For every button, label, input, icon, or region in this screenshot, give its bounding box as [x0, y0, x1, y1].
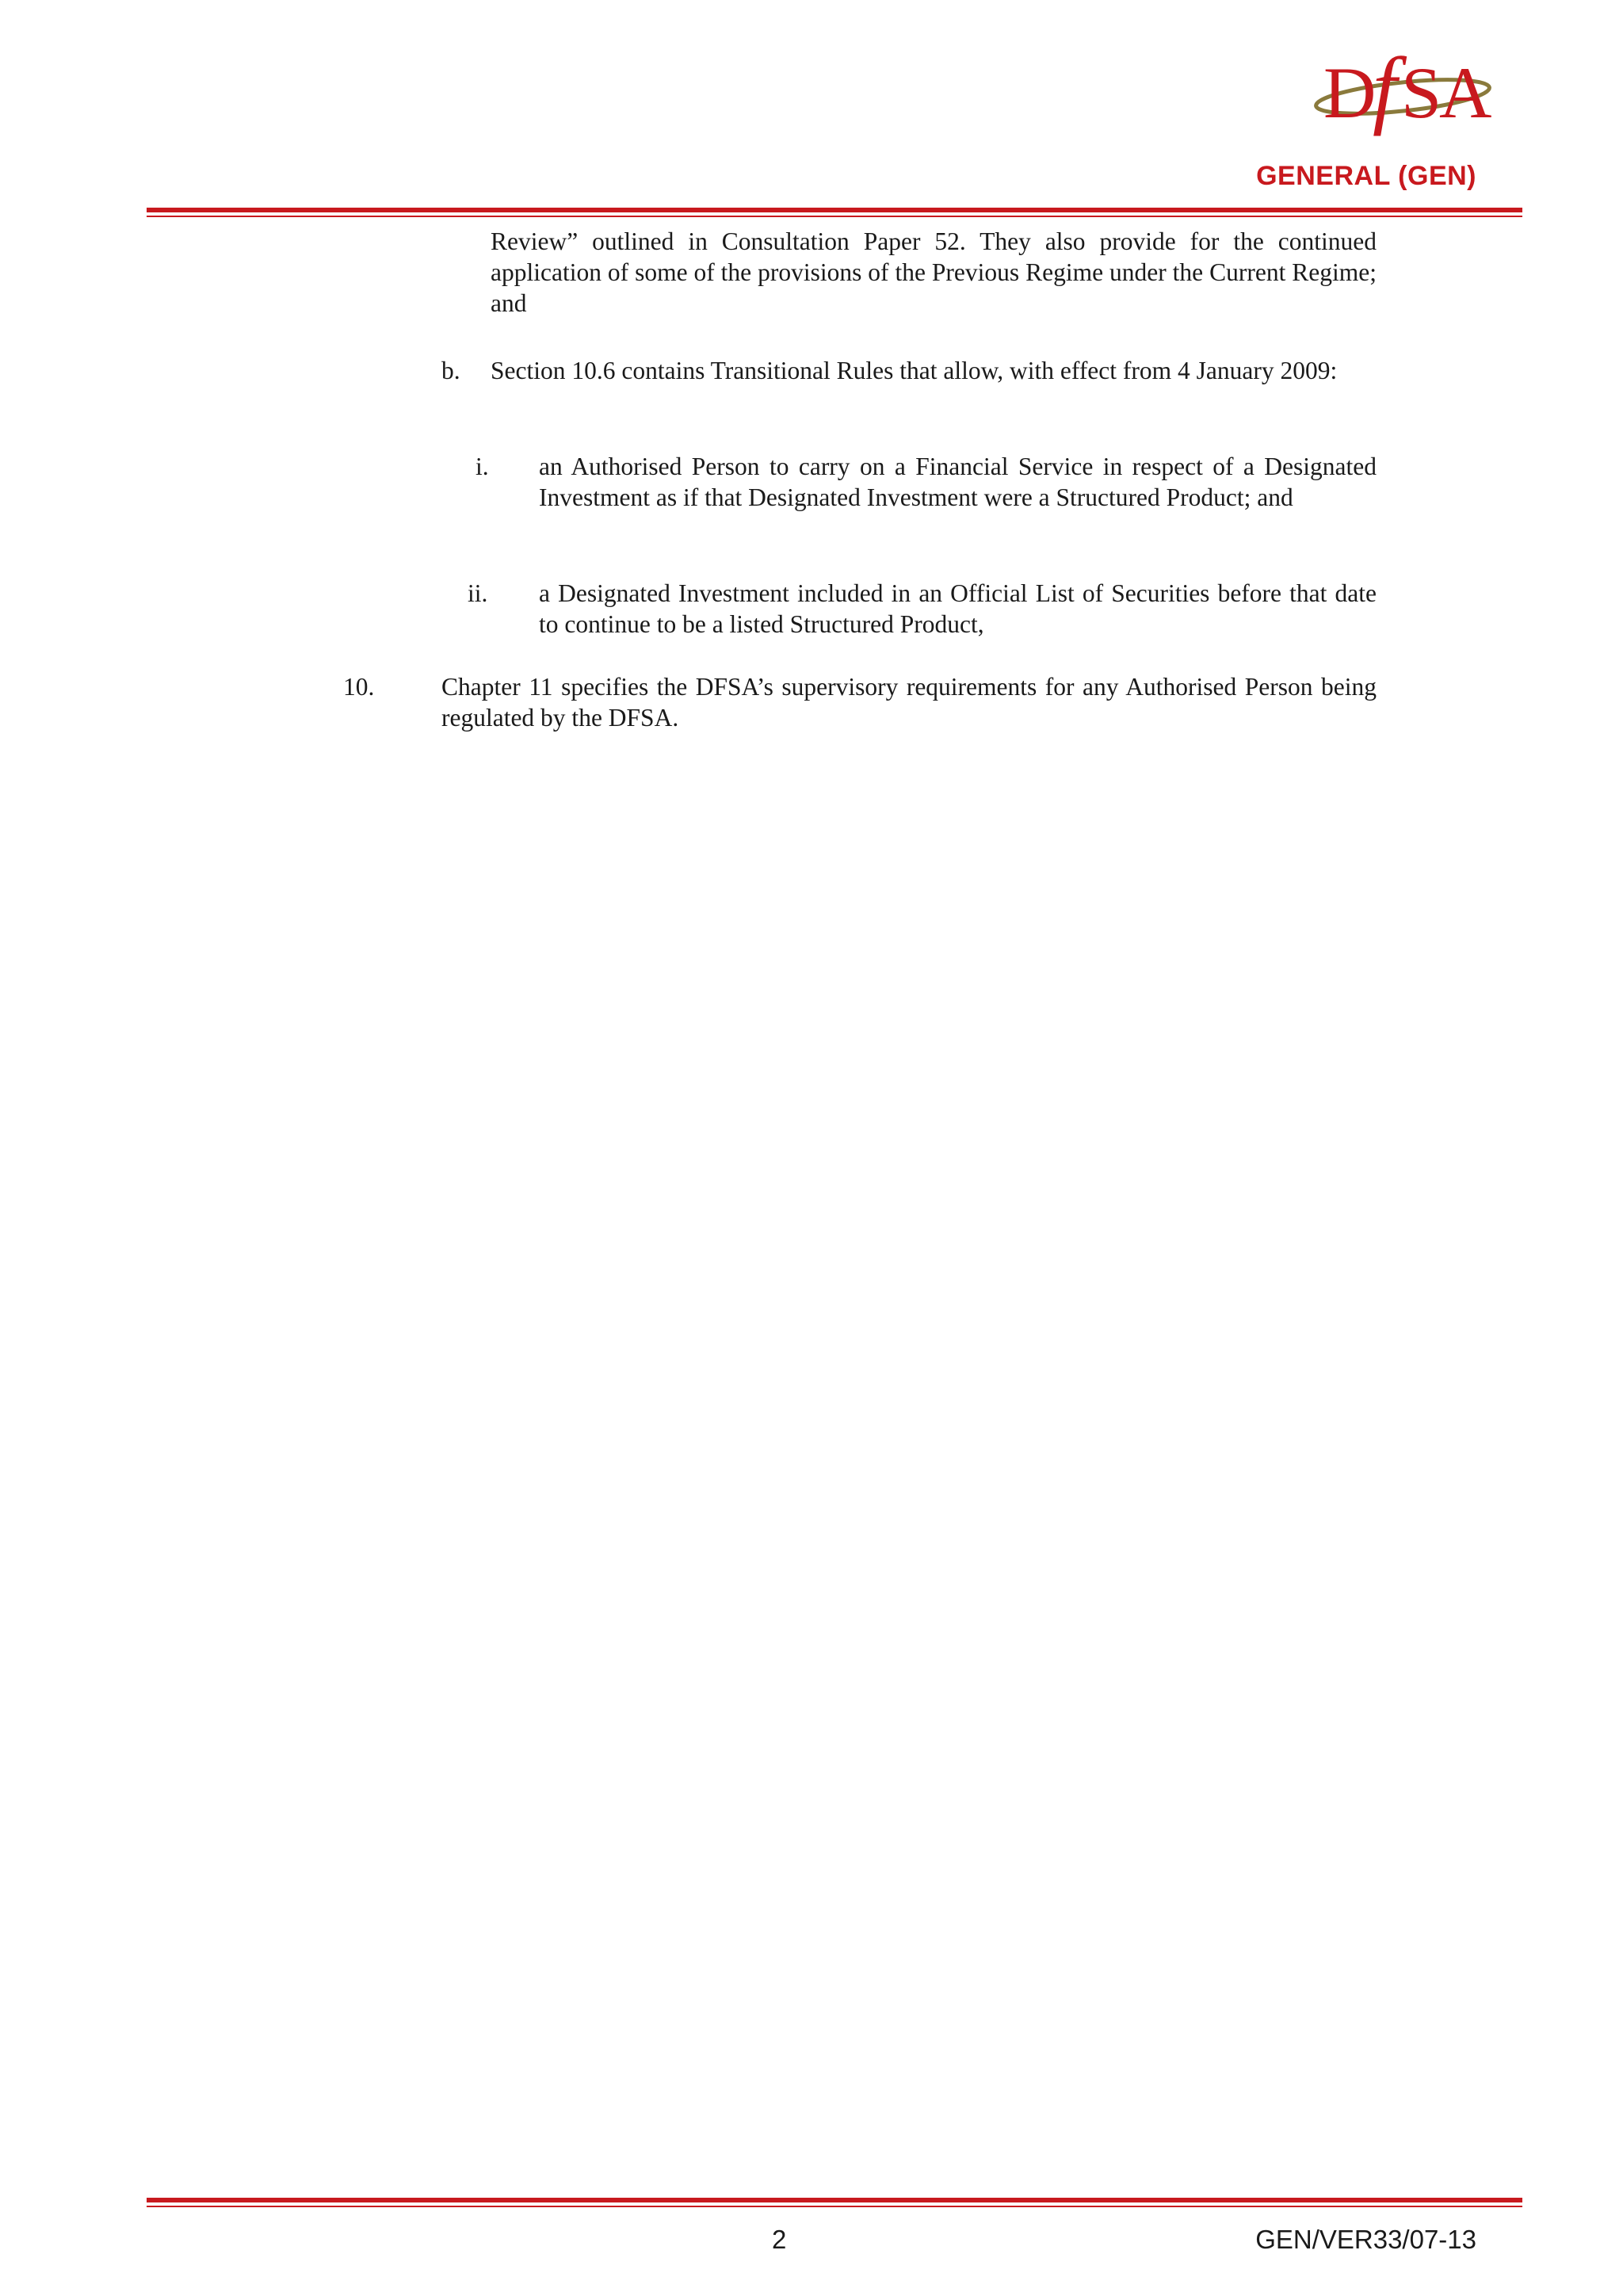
dfsa-logo	[1308, 24, 1506, 151]
list-marker-i: i.	[475, 453, 489, 480]
list-marker-ii: ii.	[468, 579, 488, 607]
section-title: GENERAL (GEN)	[1256, 161, 1476, 191]
list-marker-b: b.	[441, 357, 460, 384]
list-item-b-text: Section 10.6 contains Transitional Rules that allow, with effect from 4 January 2009:	[491, 357, 1338, 384]
list-item-ii-text: a Designated Investment included in an Official List of Securities before that date to continue to be a listed Structured Product,	[539, 579, 1377, 638]
list-item-i-text: an Authorised Person to carry on a Financial Service in respect of a Designated Investment as if that Designated Investment were a Structured Product; and	[539, 453, 1377, 511]
footer-rule	[147, 2198, 1522, 2207]
logo-letter-s: S	[1401, 52, 1442, 133]
logo-letter-a: A	[1439, 52, 1492, 133]
logo-letter-d: D	[1323, 52, 1377, 133]
logo-letter-f: f	[1373, 40, 1397, 136]
version-label: GEN/VER33/07-13	[1255, 2225, 1476, 2254]
header-rule	[147, 208, 1522, 217]
paragraph-10-text: Chapter 11 specifies the DFSA’s supervisory requirements for any Authorised Person being regulated by the DFSA.	[441, 673, 1377, 732]
page-number: 2	[772, 2225, 787, 2254]
paragraph-number-10: 10.	[343, 673, 375, 701]
continuation-paragraph: Review” outlined in Consultation Paper 52. They also provide for the continued application of some of the provisions of the Previous Regime under the Current Regime; and	[491, 227, 1377, 317]
